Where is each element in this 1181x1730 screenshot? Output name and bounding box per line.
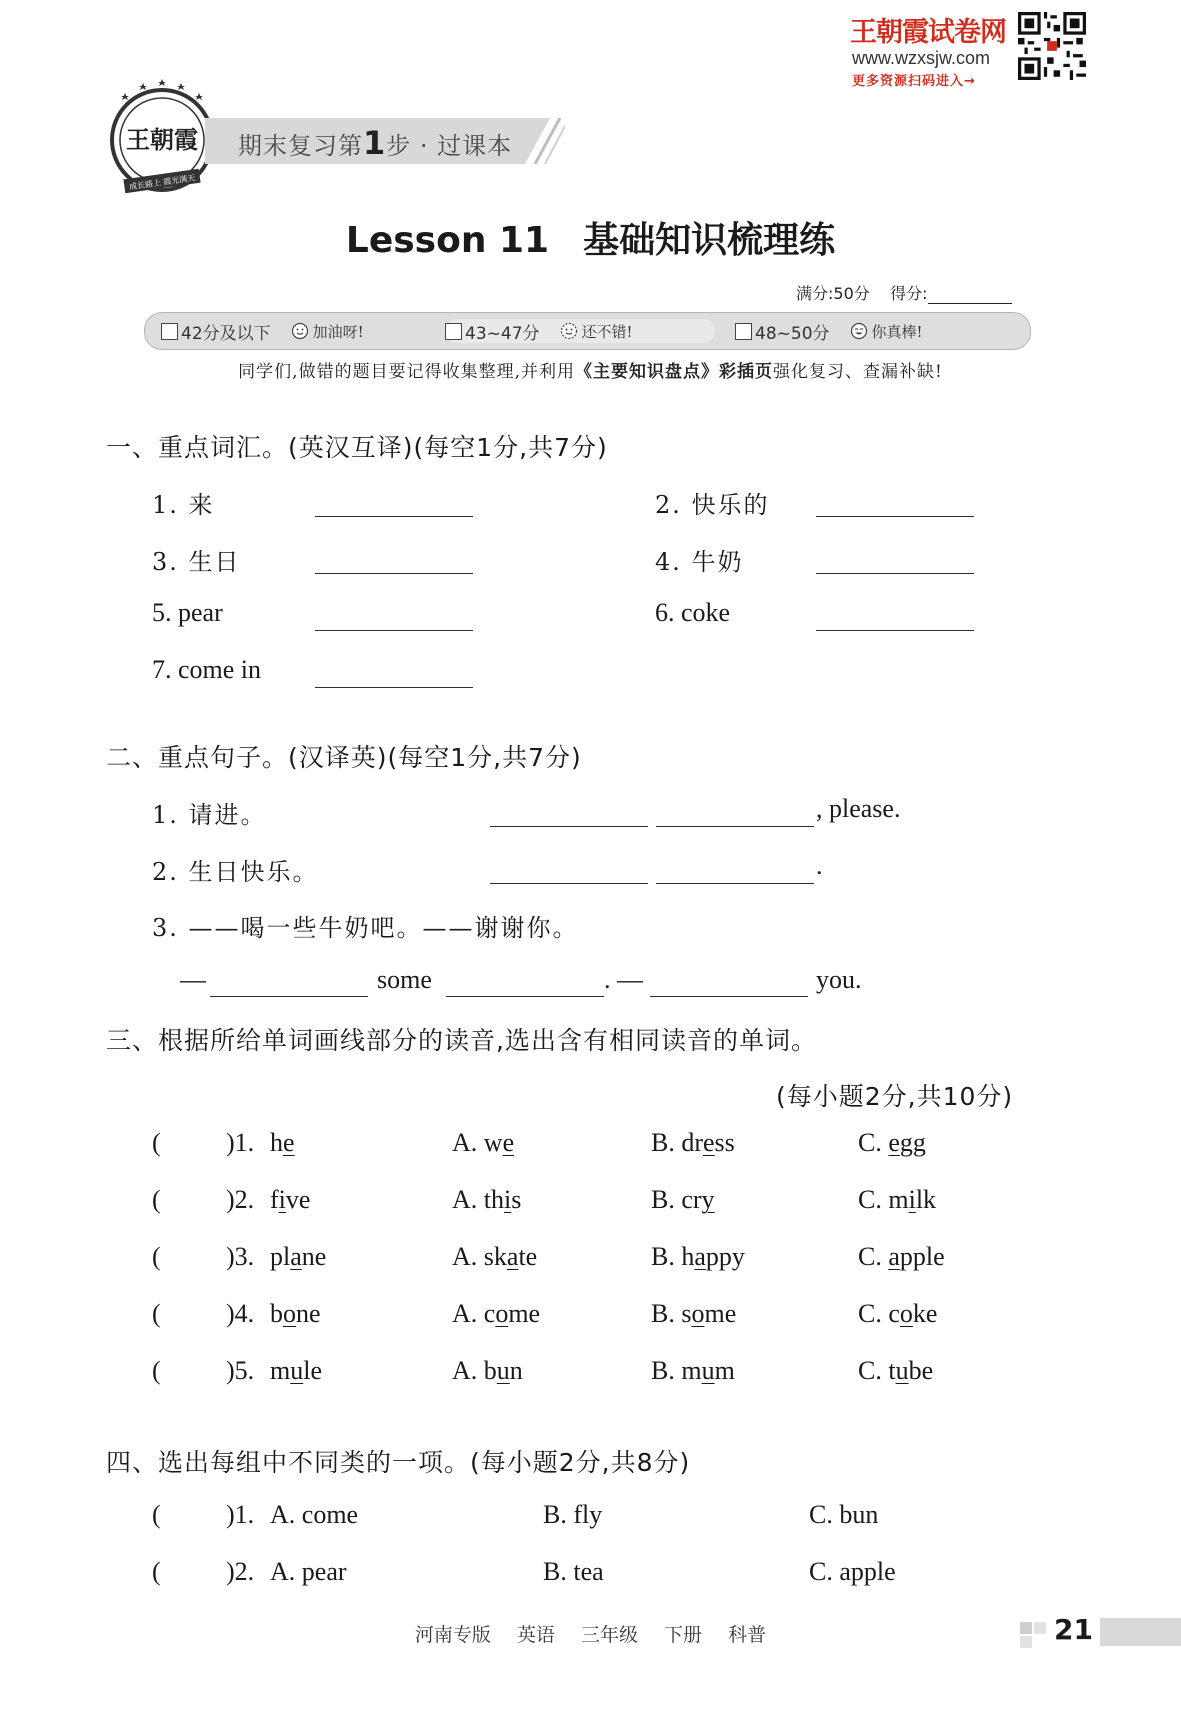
answer-blank[interactable] — [210, 996, 368, 997]
word-some: some — [377, 965, 432, 994]
score-label: 得分: — [890, 284, 928, 303]
sentence-tail: , please. — [816, 794, 901, 823]
underlined-letter: u — [701, 1356, 715, 1385]
word-part: n — [509, 1356, 523, 1385]
word-part: gg — [899, 1128, 926, 1157]
footer-edition: 河南专版 — [414, 1624, 491, 1646]
underlined-letter: e — [283, 1128, 295, 1157]
target-word — [270, 1299, 321, 1329]
answer-paren[interactable]: ( — [152, 1299, 161, 1328]
word-part: s — [511, 1185, 522, 1214]
tip-pre: 同学们,做错的题目要记得收集整理,并利用 — [238, 362, 575, 382]
footer-grade: 三年级 — [580, 1624, 638, 1646]
word-part: B. s — [651, 1299, 692, 1328]
sentence-item: 1. 请进。 — [152, 801, 267, 829]
answer-paren[interactable]: ( — [152, 1356, 161, 1385]
word-part: ss — [714, 1128, 735, 1157]
word-part: h — [270, 1128, 283, 1157]
target-word — [270, 1356, 322, 1386]
answer-paren[interactable]: ( — [152, 1242, 161, 1271]
word-part: B. m — [651, 1356, 702, 1385]
word-part: B. h — [651, 1242, 695, 1271]
tip-book: 《主要知识盘点》彩插页 — [574, 362, 773, 382]
word-part: me — [508, 1299, 541, 1328]
rating-message: 还不错! — [581, 322, 633, 341]
option-a[interactable] — [452, 1128, 514, 1158]
option-a[interactable] — [452, 1185, 521, 1215]
underlined-letter: y — [701, 1185, 715, 1214]
page-title — [0, 212, 1181, 263]
full-score: 满分:50分 — [796, 284, 870, 303]
banner-step-number: 1 — [363, 124, 387, 162]
word-part: A. sk — [452, 1242, 507, 1271]
answer-blank[interactable] — [656, 883, 814, 884]
checkbox[interactable] — [445, 323, 462, 340]
question-number: )5. — [226, 1356, 255, 1385]
underlined-letter: a — [506, 1242, 519, 1271]
rating-range: 42分及以下 — [181, 323, 271, 344]
answer-blank[interactable] — [490, 883, 648, 884]
section3-score: (每小题2分,共10分) — [776, 1082, 1014, 1111]
underlined-letter: o — [283, 1299, 296, 1328]
word-part: A. w — [452, 1128, 503, 1157]
underlined-letter: e — [502, 1128, 515, 1157]
option-b[interactable] — [651, 1185, 715, 1215]
answer-paren[interactable]: ( — [152, 1128, 161, 1157]
answer-paren[interactable]: ( — [152, 1557, 161, 1586]
underlined-letter: u — [895, 1356, 909, 1385]
option-c[interactable] — [858, 1299, 937, 1329]
word-part: pple — [899, 1242, 945, 1271]
underlined-letter: o — [495, 1299, 509, 1328]
rating-bar — [144, 312, 1031, 350]
underlined-letter: i — [504, 1185, 512, 1214]
option-a[interactable] — [452, 1356, 523, 1386]
sentence-item: 2. 生日快乐。 — [152, 858, 319, 886]
word-part: le — [303, 1356, 322, 1385]
answer-blank[interactable] — [816, 573, 974, 574]
underlined-letter: e — [888, 1128, 900, 1157]
option-c[interactable] — [858, 1128, 926, 1158]
logo-tagline: 成长路上 霞光满天 — [128, 173, 196, 192]
option-c[interactable] — [858, 1242, 945, 1272]
word-part: C. c — [858, 1299, 900, 1328]
option-b[interactable] — [651, 1242, 745, 1272]
answer-blank[interactable] — [656, 826, 814, 827]
word-part: B. cr — [651, 1185, 702, 1214]
word-part: pl — [270, 1242, 291, 1271]
question-number: )4. — [226, 1299, 255, 1328]
logo-seal-icon — [102, 78, 222, 198]
underlined-letter: e — [703, 1128, 715, 1157]
option-a[interactable] — [452, 1299, 540, 1329]
underlined-letter: o — [691, 1299, 705, 1328]
page-number: 21 — [1054, 1613, 1093, 1646]
option-c[interactable]: C. apple — [809, 1557, 896, 1586]
underlined-letter: a — [694, 1242, 706, 1271]
sentence-item: 3. ——喝一些牛奶吧。——谢谢你。 — [152, 914, 579, 942]
word-part: me — [704, 1299, 737, 1328]
word-part: lk — [915, 1185, 937, 1214]
option-b[interactable] — [651, 1299, 736, 1329]
underlined-letter: o — [899, 1299, 913, 1328]
tip-line — [0, 357, 1181, 382]
sentence-tail: . — [816, 851, 823, 880]
banner-post: 步 · 过课本 — [386, 132, 513, 160]
word-part: m — [714, 1356, 735, 1385]
title-lesson: Lesson 11 — [345, 220, 550, 261]
word-part: A. th — [452, 1185, 504, 1214]
rating-message: 加油呀! — [312, 322, 364, 341]
word-part: m — [270, 1356, 291, 1385]
answer-blank[interactable] — [315, 516, 473, 517]
footer-term: 下册 — [664, 1624, 703, 1646]
score-blank[interactable] — [928, 287, 1012, 304]
section3-heading: 三、根据所给单词画线部分的读音,选出含有相同读音的单词。 — [106, 1026, 817, 1055]
smiley-icon — [850, 322, 868, 340]
rating-mid — [445, 319, 715, 343]
vocab-item: 3. 生日 — [152, 548, 241, 576]
word-part: C. m — [858, 1185, 909, 1214]
option-a[interactable]: A. pear — [270, 1557, 347, 1586]
word-part: ve — [285, 1185, 311, 1214]
footer-publisher: 科普 — [728, 1624, 767, 1646]
tip-post: 强化复习、查漏补缺! — [772, 362, 943, 382]
word-part: te — [518, 1242, 538, 1271]
question-number: )3. — [226, 1242, 255, 1271]
answer-blank[interactable] — [490, 826, 648, 827]
rating-message: 你真棒! — [871, 322, 923, 341]
logo-text: 王朝霞 — [126, 125, 198, 154]
option-c[interactable] — [858, 1185, 936, 1215]
underlined-letter: a — [888, 1242, 900, 1271]
banner-pre: 期末复习第 — [238, 132, 363, 160]
word-part: ppy — [705, 1242, 745, 1271]
smiley-icon — [560, 322, 578, 340]
section4-heading: 四、选出每组中不同类的一项。(每小题2分,共8分) — [106, 1448, 691, 1477]
word-part: ne — [296, 1299, 321, 1328]
qr-code-icon[interactable] — [1018, 12, 1086, 80]
word-you: you. — [816, 965, 862, 994]
option-c[interactable] — [858, 1356, 933, 1386]
word-part: b — [270, 1299, 283, 1328]
question-number: )1. — [226, 1500, 255, 1529]
banner-text — [238, 124, 512, 162]
question-number: )1. — [226, 1128, 255, 1157]
dot-dash: . — — [604, 965, 643, 994]
word-part: A. b — [452, 1356, 497, 1385]
target-word — [270, 1128, 295, 1158]
page-deco-icon — [1020, 1622, 1048, 1650]
option-b[interactable] — [651, 1356, 735, 1386]
underlined-letter: u — [496, 1356, 510, 1385]
footer-subject: 英语 — [516, 1624, 555, 1646]
brand-name: 王朝霞试卷网 — [850, 17, 1006, 48]
underlined-letter: i — [278, 1185, 286, 1214]
vocab-item: 7. come in — [152, 655, 262, 684]
word-part: ke — [912, 1299, 938, 1328]
rating-range: 48~50分 — [755, 323, 830, 344]
rating-low — [161, 319, 431, 343]
rating-range: 43~47分 — [465, 323, 540, 344]
option-b[interactable] — [651, 1128, 735, 1158]
word-part: C. — [858, 1128, 889, 1157]
option-b[interactable]: B. fly — [543, 1500, 603, 1529]
answer-blank[interactable] — [315, 630, 473, 631]
target-word — [270, 1185, 310, 1215]
checkbox[interactable] — [735, 323, 752, 340]
vocab-item: 6. coke — [655, 598, 731, 627]
answer-paren[interactable]: ( — [152, 1500, 161, 1529]
answer-blank[interactable] — [315, 573, 473, 574]
word-part: f — [270, 1185, 279, 1214]
answer-paren[interactable]: ( — [152, 1185, 161, 1214]
target-word — [270, 1242, 326, 1272]
section2-heading: 二、重点句子。(汉译英)(每空1分,共7分) — [106, 743, 582, 772]
page-bar — [1100, 1618, 1181, 1646]
word-part: ne — [301, 1242, 327, 1271]
rating-high — [735, 319, 1015, 343]
footer-text — [0, 1620, 1181, 1647]
vocab-item: 2. 快乐的 — [655, 491, 770, 519]
smiley-icon — [291, 322, 309, 340]
answer-blank[interactable] — [650, 996, 808, 997]
checkbox[interactable] — [161, 323, 178, 340]
answer-blank[interactable] — [446, 996, 604, 997]
section1-heading: 一、重点词汇。(英汉互译)(每空1分,共7分) — [106, 433, 608, 462]
option-c[interactable]: C. bun — [809, 1500, 879, 1529]
vocab-item: 5. pear — [152, 598, 223, 627]
word-part: C. t — [858, 1356, 896, 1385]
answer-blank[interactable] — [315, 687, 473, 688]
option-b[interactable]: B. tea — [543, 1557, 604, 1586]
option-a[interactable]: A. come — [270, 1500, 359, 1529]
underlined-letter: i — [908, 1185, 916, 1214]
word-part: be — [908, 1356, 934, 1385]
option-a[interactable] — [452, 1242, 537, 1272]
word-part: B. dr — [651, 1128, 703, 1157]
word-part: C. — [858, 1242, 889, 1271]
answer-blank[interactable] — [816, 630, 974, 631]
brand-tip: 更多资源扫码进入→ — [852, 74, 976, 89]
dash: — — [180, 965, 206, 994]
title-subtitle: 基础知识梳理练 — [583, 220, 836, 261]
underlined-letter: u — [290, 1356, 304, 1385]
word-part: A. c — [452, 1299, 496, 1328]
question-number: )2. — [226, 1185, 255, 1214]
score-line — [796, 281, 1012, 304]
vocab-item: 1. 来 — [152, 491, 215, 519]
question-number: )2. — [226, 1557, 255, 1586]
vocab-item: 4. 牛奶 — [655, 548, 744, 576]
answer-blank[interactable] — [816, 516, 974, 517]
brand-url[interactable]: www.wzxsjw.com — [852, 48, 991, 68]
underlined-letter: a — [290, 1242, 302, 1271]
